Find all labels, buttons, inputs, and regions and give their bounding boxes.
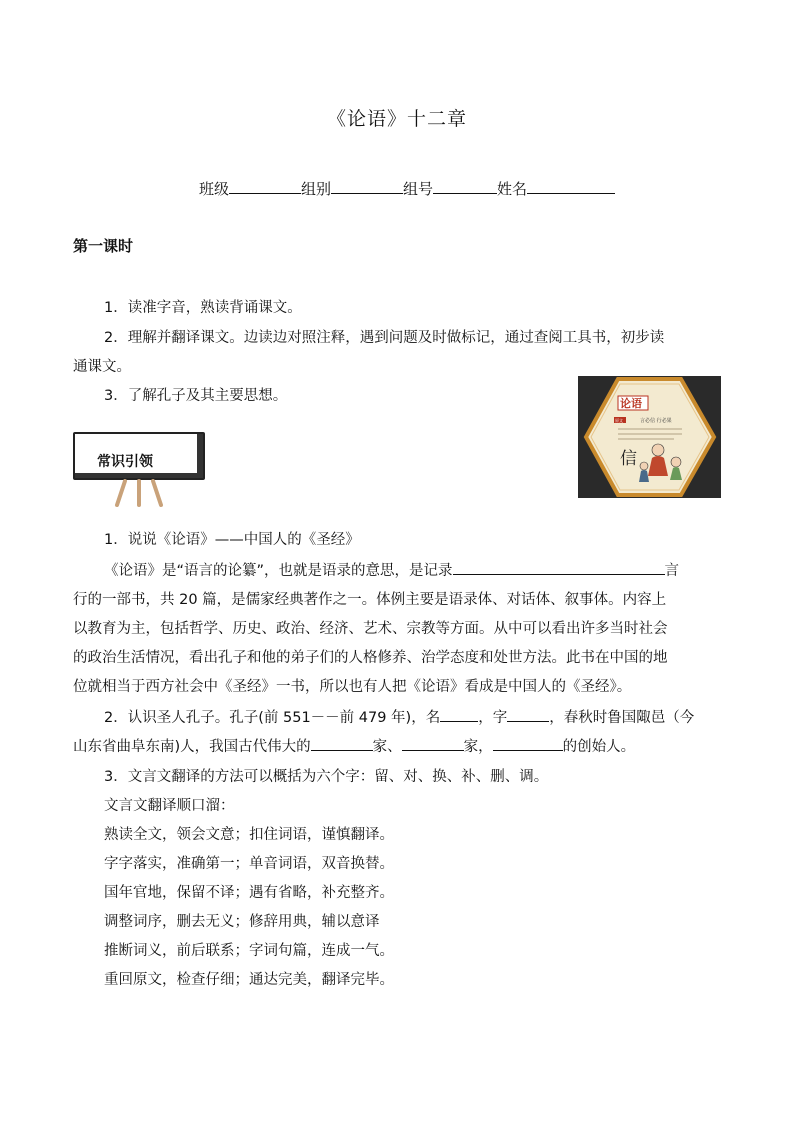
- goal-item-continued: 通课文。: [73, 359, 131, 375]
- text-run: 家、: [372, 739, 402, 755]
- number-blank[interactable]: [433, 177, 497, 194]
- rhyme-title: 文言文翻译顺口溜：: [104, 798, 235, 814]
- rhyme-line: 国年官地，保留不译；遇有省略，补充整齐。: [104, 885, 394, 901]
- name-label: 姓名: [497, 180, 528, 198]
- number-label: 组号: [403, 180, 434, 198]
- fill-blank[interactable]: [493, 736, 563, 751]
- fill-blank[interactable]: [402, 736, 464, 751]
- rhyme-line: 重回原文，检查仔细；通达完美，翻译完毕。: [104, 972, 394, 988]
- text-run: 2．认识圣人孔子。孔子(前 551－－前 479 年)，名: [104, 710, 441, 726]
- section-board-icon: [73, 432, 205, 508]
- paragraph-heading: 1．说说《论语》——中国人的《圣经》: [104, 532, 360, 548]
- group-blank[interactable]: [331, 177, 403, 194]
- text-run: ，春秋时鲁国陬邑（今: [549, 710, 695, 726]
- class-label: 班级: [199, 180, 230, 198]
- text-run: 的创始人。: [562, 739, 636, 755]
- image-big-glyph: 信: [620, 449, 637, 469]
- goal-item: 2．理解并翻译课文。边读边对照注释，遇到问题及时做标记，通过查阅工具书，初步读: [104, 330, 665, 346]
- image-subtitle: 言必信 行必果: [640, 418, 672, 424]
- student-info-fields: [199, 177, 615, 199]
- fill-blank[interactable]: [453, 560, 665, 575]
- section-label: 常识引领: [97, 454, 153, 470]
- paragraph-line: [104, 559, 679, 580]
- paragraph-line: 的政治生活情况，看出孔子和他的弟子们的人格修养、治学态度和处世方法。此书在中国的地: [73, 650, 668, 666]
- class-blank[interactable]: [229, 177, 301, 194]
- rhyme-line: 熟读全文，领会文意；扣住词语，谨慎翻译。: [104, 827, 394, 843]
- page-title: 《论语》十二章: [326, 108, 467, 130]
- fill-blank[interactable]: [440, 707, 478, 722]
- rhyme-line: 字字落实，准确第一；单音词语，双音换替。: [104, 856, 394, 872]
- paragraph-line: 行的一部书，共 20 篇，是儒家经典著作之一。体例主要是语录体、对话体、叙事体。内容上: [73, 592, 667, 608]
- board-frame: [73, 432, 205, 480]
- image-title-glyph: 论语: [620, 397, 642, 410]
- rhyme-line: 推断词义，前后联系；字词句篇，连成一气。: [104, 943, 394, 959]
- text-run: 山东省曲阜东南)人，我国古代伟大的: [73, 739, 311, 755]
- text-run: 家，: [463, 739, 493, 755]
- goal-item: 3．了解孔子及其主要思想。: [104, 388, 288, 404]
- paragraph-line: 以教育为主，包括哲学、历史、政治、经济、艺术、宗教等方面。从中可以看出许多当时社会: [73, 621, 668, 637]
- rhyme-line: 调整词序，删去无义；修辞用典，辅以意译: [104, 914, 380, 930]
- easel-legs-icon: [109, 479, 169, 507]
- group-label: 组别: [301, 180, 332, 198]
- paragraph-line: 3．文言文翻译的方法可以概括为六个字：留、对、换、补、删、调。: [104, 769, 549, 785]
- text-run: ，字: [478, 710, 508, 726]
- fill-blank[interactable]: [507, 707, 549, 722]
- lunyu-illustration: [578, 376, 721, 498]
- fill-blank[interactable]: [311, 736, 373, 751]
- goal-item: 1．读准字音，熟读背诵课文。: [104, 300, 302, 316]
- paragraph-line: [73, 735, 635, 756]
- lesson-heading: 第一课时: [73, 237, 134, 255]
- paragraph-line: [104, 706, 694, 727]
- text-run: 言: [664, 563, 680, 579]
- image-tag: 原文: [615, 418, 623, 423]
- text-run: 《论语》是“语言的论纂”，也就是语录的意思，是记录: [104, 563, 453, 579]
- name-blank[interactable]: [527, 177, 615, 194]
- paragraph-line: 位就相当于西方社会中《圣经》一书，所以也有人把《论语》看成是中国人的《圣经》。: [73, 679, 632, 695]
